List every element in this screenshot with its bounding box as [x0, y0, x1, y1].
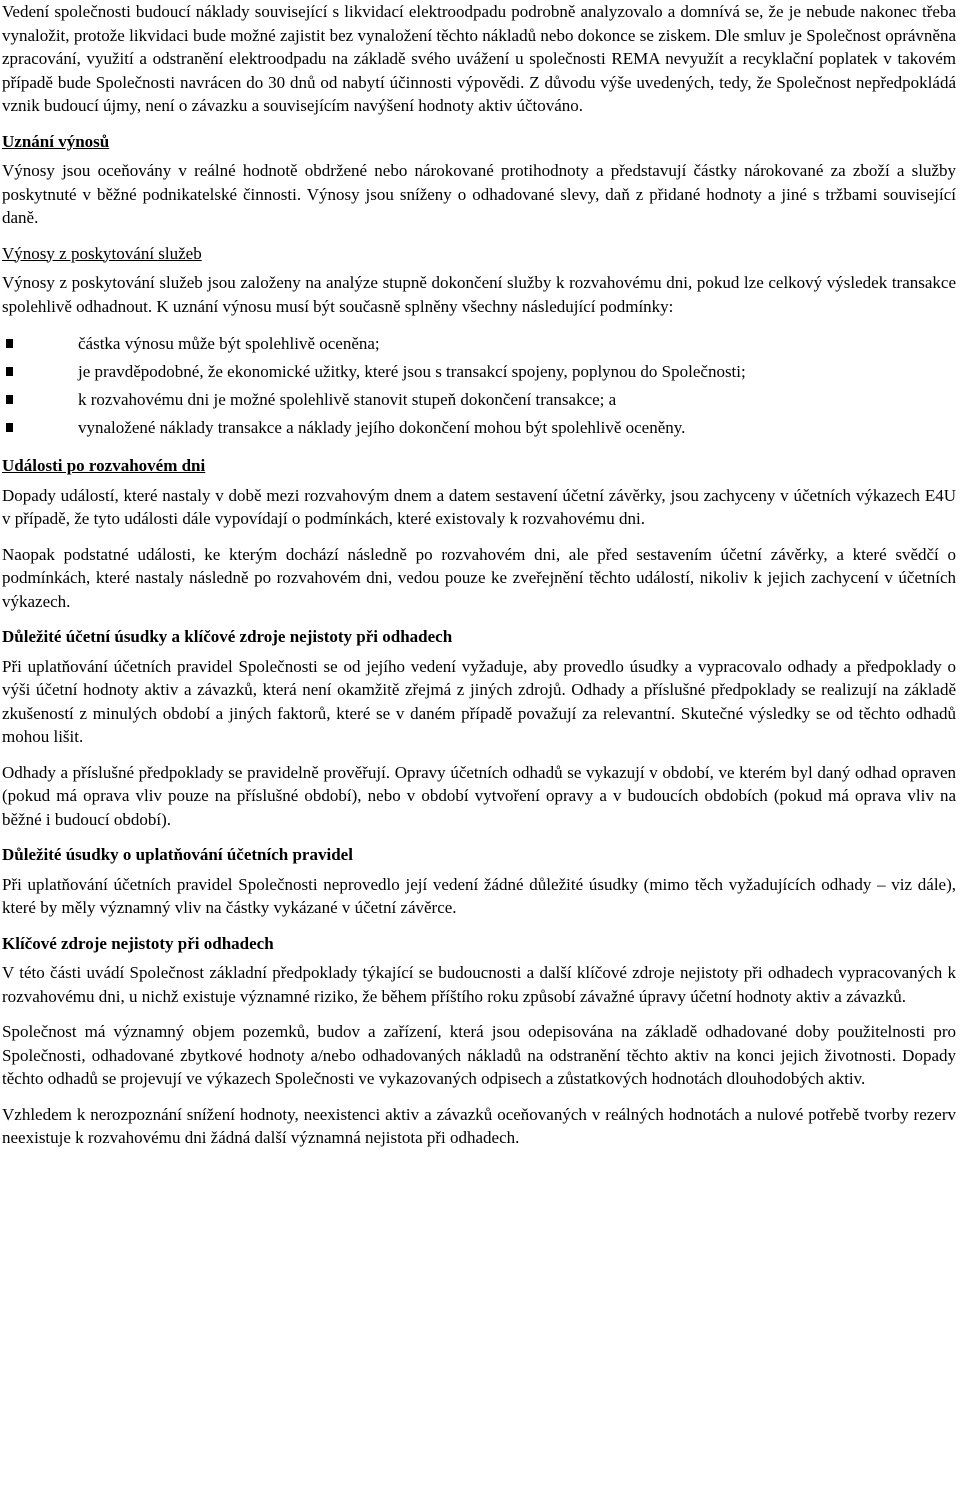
- list-item: [2, 330, 956, 358]
- revenue-heading: Uznání výnosů: [2, 131, 110, 151]
- sources-heading: Klíčové zdroje nejistoty při odhadech: [2, 933, 274, 953]
- revenue-paragraph: Výnosy jsou oceňovány v reálné hodnotě obdržené nebo nárokované protihodnoty a představují částky nárokované za zboží a služby poskytnuté v běžné podnikatelské činnosti. Výnosy jsou sníženy o odhadované slevy, daň z přidané hodnoty a jiné s tržbami související daně.: [2, 161, 956, 227]
- judgements-paragraph-2: Odhady a příslušné předpoklady se pravidelně prověřují. Opravy účetních odhadů se vykazují v období, ve kterém byl daný odhad opraven (pokud má oprava vliv pouze na příslušné období), nebo v období vytvoření opravy a v budoucích obdobích (pokud má oprava vliv na běžné i budoucí období).: [2, 762, 956, 829]
- document-page: [2, 0, 956, 1162]
- intro-paragraph: Vedení společnosti budoucí náklady související s likvidací elektroodpadu podrobně analyzovalo a domnívá se, že je nebude nakonec třeba vynaložit, protože likvidaci bude možné zajistit bez vynaložení těchto nákladů nebo dokonce se ziskem. Dle smluv je Společnost oprávněna zpracování, využití a odstranění elektroodpadu na základě svého uvážení u společnosti REMA nevyužít a recyklační poplatek v takovém případě bude Společnosti navrácen do 30 dnů od nabytí účinnosti výpovědi. Z důvodu výše uvedených, tedy, že Společnost nepředpokládá vznik budoucí újmy, není o závazku a souvisejícím navýšení hodnoty aktiv účtováno.: [2, 2, 956, 115]
- policies-heading: Důležité úsudky o uplatňování účetních pravidel: [2, 845, 353, 864]
- sources-paragraph-3: Vzhledem k nerozpoznání snížení hodnoty, neexistenci aktiv a závazků oceňovaných v reálných hodnotách a nulové potřebě tvorby rezerv neexistuje k rozvahovému dni žádná další významná nejistota při odhadech.: [2, 1104, 956, 1147]
- list-item-text: je pravděpodobné, že ekonomické užitky, které jsou s transakcí spojeny, poplynou do Společnosti;: [78, 362, 746, 381]
- list-item-text: vynaložené náklady transakce a náklady jejího dokončení mohou být spolehlivě oceněny.: [78, 418, 686, 437]
- list-item-text: k rozvahovému dni je možné spolehlivě stanovit stupeň dokončení transakce; a: [78, 390, 617, 409]
- events-heading: Události po rozvahovém dni: [2, 456, 206, 475]
- sources-paragraph-1: V této části uvádí Společnost základní předpoklady týkající se budoucnosti a další klíčové zdroje nejistoty při odhadech vypracovaných k rozvahovému dni, u nichž existuje významné riziko, že během příštího roku způsobí závažné úpravy účetní hodnoty aktiv a závazků.: [2, 963, 956, 1006]
- list-item: [2, 358, 956, 386]
- judgements-heading: Důležité účetní úsudky a klíčové zdroje nejistoty při odhadech: [2, 627, 453, 646]
- list-item-text: částka výnosu může být spolehlivě oceněna;: [78, 334, 380, 353]
- events-paragraph-2: Naopak podstatné události, ke kterým dochází následně po rozvahovém dni, ale před sestavením účetní závěrky, a které svědčí o podmínkách, které nastaly následně po rozvahovém dni, vedou pouze ke zveřejnění těchto událostí, nikoliv k jejich zachycení v účetních výkazech.: [2, 544, 956, 611]
- sources-paragraph-2: Společnost má významný objem pozemků, budov a zařízení, která jsou odepisována na základě odhadované doby použitelnosti pro Společnosti, odhadované zbytkové hodnoty a/nebo odhadovaných nákladů na odstranění těchto aktiv na konci jejich životnosti. Dopady těchto odhadů se projevují ve výkazech Společnosti ve vykazovaných odpisech a zůstatkových hodnotách dlouhodobých aktiv.: [2, 1022, 956, 1088]
- services-heading: Výnosy z poskytování služeb: [2, 243, 202, 263]
- list-item: [2, 386, 956, 414]
- policies-paragraph: Při uplatňování účetních pravidel Společnosti neprovedlo její vedení žádné důležité úsudky (mimo těch vyžadujících odhady – viz dále), které by měly významný vliv na částky vykázané v účetní závěrce.: [2, 874, 956, 917]
- list-item: [2, 414, 956, 442]
- conditions-list: [2, 330, 956, 442]
- judgements-paragraph-1: Při uplatňování účetních pravidel Společnosti se od jejího vedení vyžaduje, aby provedlo úsudky a vypracovalo odhady a předpoklady o výši účetní hodnoty aktiv a závazků, která není okamžitě zřejmá z jiných zdrojů. Odhady a příslušné předpoklady se realizují na základě zkušeností z minulých období a jiných faktorů, které se v daném případě považují za relevantní. Skutečné výsledky se od těchto odhadů mohou lišit.: [2, 656, 956, 746]
- events-paragraph-1: Dopady událostí, které nastaly v době mezi rozvahovým dnem a datem sestavení účetní závěrky, jsou zachyceny v účetních výkazech E4U v případě, že tyto události dále vypovídají o podmínkách, které existovaly k rozvahovému dni.: [2, 485, 956, 528]
- services-paragraph: Výnosy z poskytování služeb jsou založeny na analýze stupně dokončení služby k rozvahovému dni, pokud lze celkový výsledek transakce spolehlivě odhadnout. K uznání výnosu musí být současně splněny všechny následující podmínky:: [2, 273, 956, 316]
- square-bullet-icon: [6, 423, 13, 432]
- square-bullet-icon: [6, 395, 13, 404]
- square-bullet-icon: [6, 339, 13, 348]
- square-bullet-icon: [6, 367, 13, 376]
